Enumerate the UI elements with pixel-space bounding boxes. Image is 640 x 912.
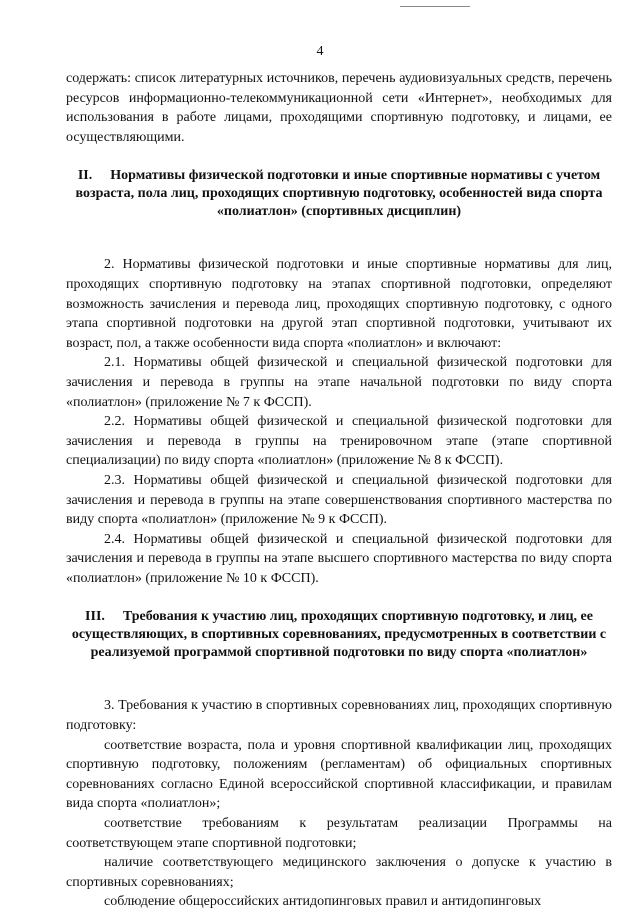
section-3-number: III. (85, 609, 105, 625)
page-number: 4 (316, 44, 324, 59)
paragraph-2-1: 2.1. Нормативы общей физической и специальной физической подготовки для зачисления и перевода в группы на этапе начальной подготовки по виду спорта «полиатлон» (приложение № 7 к ФССП). (66, 355, 612, 410)
paragraph-3-antidoping-requirement: соблюдение общероссийских антидопинговых правил и антидопинговых (104, 894, 542, 910)
intro-paragraph: содержать: список литературных источников, перечень аудиовизуальных средств, перечень ресурсов информационно-телекоммуникационной сети «Интернет», необходимых для использования в работе лицами, проходящими спортивную подготовку, и лицами, ее осуществляющими. (66, 71, 612, 145)
top-scan-line (400, 6, 470, 7)
paragraph-2-4: 2.4. Нормативы общей физической и специальной физической подготовки для зачисления и перевода в группы на этапе высшего спортивного мастерства по виду спорта «полиатлон» (приложение № 10 к ФССП). (66, 531, 612, 586)
paragraph-3-age-requirement: соответствие возраста, пола и уровня спортивной квалификации лиц, проходящих спортивную подготовку, положениям (регламентам) об официальных спортивных соревнованиях согласно Единой всероссийской спортивной классификации, и правилам вида спорта «полиатлон»; (66, 737, 612, 812)
section-2-number: II. (77, 168, 93, 184)
section-2-title: Нормативы физической подготовки и иные спортивные нормативы с учетом возраста, пола лиц, проходящих спортивную подготовку, особенностей вида спорта «полиатлон» (спортивных дисциплин) (75, 168, 603, 220)
document-body (66, 69, 612, 912)
paragraph-2: 2. Нормативы физической подготовки и иные спортивные нормативы для лиц, проходящих спортивную подготовку на этапах спортивной подготовки, определяют возможность зачисления и перевода лиц, проходящих спортивную подготовку, с одного этапа спортивной подготовки на другой этап спортивной подготовки, учитывают их возраст, пол, а также особенности вида спорта «полиатлон» и включают: (66, 257, 612, 351)
section-2-heading (66, 167, 612, 221)
section-3-heading (66, 608, 612, 662)
paragraph-2-2: 2.2. Нормативы общей физической и специальной физической подготовки для зачисления и перевода в группы на тренировочном этапе (этапе спортивной специализации) по виду спорта «полиатлон» (приложение № 8 к ФССП). (66, 414, 612, 469)
paragraph-2-3: 2.3. Нормативы общей физической и специальной физической подготовки для зачисления и перевода в группы на этапе совершенствования спортивного мастерства по виду спорта «полиатлон» (приложение № 9 к ФССП). (66, 472, 612, 528)
paragraph-3-medical-requirement: наличие соответствующего медицинского заключения о допуске к участию в спортивных соревнованиях; (66, 855, 612, 890)
paragraph-3-program-requirement: соответствие требованиям к результатам реализации Программы на соответствующем этапе спортивной подготовки; (66, 816, 612, 851)
section-3-title: Требования к участию лиц, проходящих спортивную подготовку, и лиц, ее осуществляющих, в спортивных соревнованиях, предусмотренных в соответствии с реализуемой программой спортивной подготовки по виду спорта «полиатлон» (71, 609, 607, 661)
paragraph-3: 3. Требования к участию в спортивных соревнованиях лиц, проходящих спортивную подготовку: (66, 698, 612, 734)
